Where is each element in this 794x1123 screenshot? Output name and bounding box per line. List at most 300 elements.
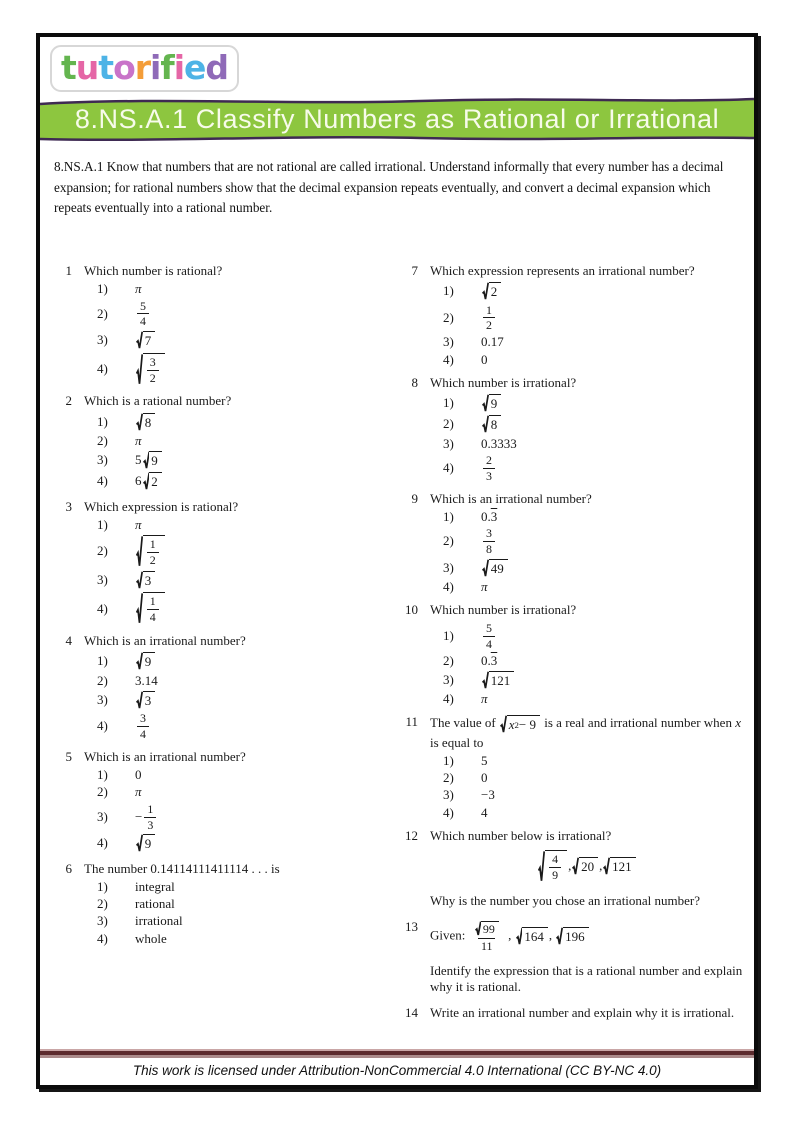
radicand: 8	[143, 413, 156, 431]
radical-sign	[572, 857, 579, 875]
question-number: 5	[65, 748, 72, 764]
logo-letter: d	[205, 48, 229, 87]
question-number: 14	[405, 1005, 418, 1021]
question-4-option-3	[97, 690, 402, 710]
fraction-denominator: 4	[137, 313, 149, 328]
tutorified-logo	[50, 45, 239, 92]
math-row: 5 9	[135, 450, 163, 470]
question-3-option-2	[97, 534, 402, 569]
option-value	[481, 281, 502, 301]
fraction-numerator: 3	[149, 354, 156, 369]
fraction-denominator: 11	[478, 938, 496, 953]
option-value: irrational	[135, 913, 183, 929]
option-value	[481, 653, 497, 669]
option-label: 2)	[97, 543, 108, 559]
question-body	[430, 1005, 744, 1023]
question-number: 4	[65, 633, 72, 649]
option-label: 3)	[97, 452, 108, 468]
question-number: 13	[405, 919, 418, 935]
radical-sign	[603, 857, 610, 875]
question-text: Which expression represents an irrational number?	[430, 263, 695, 279]
fraction	[137, 712, 149, 741]
question-11-option-1	[443, 753, 744, 769]
question-1	[56, 263, 402, 387]
option-label: 3)	[443, 559, 454, 575]
radical-sign	[482, 671, 489, 689]
radical-sign	[136, 592, 143, 625]
fraction-denominator: 9	[549, 867, 561, 882]
fraction-denominator: 8	[483, 541, 495, 556]
question-8-option-3	[443, 436, 744, 452]
logo-letter: r	[134, 48, 151, 87]
fraction-numerator: 3	[486, 526, 492, 541]
option-value: 4	[481, 804, 488, 820]
fraction-numerator: 1	[147, 801, 154, 816]
fraction-numerator: 1	[486, 302, 492, 317]
title-banner	[40, 95, 754, 143]
question-body	[430, 491, 744, 597]
fraction	[147, 356, 159, 385]
option-label: 4)	[443, 691, 454, 707]
radical-sign	[538, 850, 545, 883]
question-body	[84, 499, 402, 627]
radicand: 9	[143, 652, 156, 670]
option-label: 4)	[443, 804, 454, 820]
option-label: 1)	[443, 283, 454, 299]
question-4-option-4	[97, 711, 402, 742]
question-5-option-3	[97, 802, 402, 833]
option-value	[135, 802, 158, 833]
fraction-numerator: 1	[149, 537, 156, 552]
radicand: 2	[489, 282, 502, 300]
option-value	[135, 412, 156, 432]
radicand	[143, 592, 165, 625]
overline-digit: 3	[490, 652, 498, 668]
fraction-denominator: 4	[137, 726, 149, 741]
option-value	[135, 299, 151, 330]
radical-sign	[136, 691, 143, 709]
question-7-option-4	[443, 352, 744, 368]
radicand	[545, 850, 567, 883]
question-2-option-2	[97, 433, 402, 449]
fraction-numerator: 5	[486, 620, 492, 635]
math-row: 6 2	[135, 471, 163, 491]
math-row: 0. 3	[481, 508, 498, 524]
option-label: 4)	[97, 600, 108, 616]
license-text: This work is licensed under Attribution-NonCommercial 4.0 International (CC BY-NC 4.0)	[132, 1063, 662, 1078]
option-label: 2)	[443, 533, 454, 549]
question-2-option-4	[97, 471, 402, 491]
option-value: integral	[135, 878, 175, 894]
radical-sign	[556, 927, 563, 945]
question-text: The value of x 2 − 9 is a real and irrational number when x is equal to	[430, 715, 741, 750]
square-root	[136, 413, 155, 431]
option-label: 2)	[97, 672, 108, 688]
option-label: 1)	[97, 878, 108, 894]
option-label: 2)	[443, 770, 454, 786]
italic-symbol: π	[135, 281, 142, 297]
option-label: 4)	[443, 351, 454, 367]
option-label: 2)	[97, 432, 108, 448]
italic-symbol: π	[481, 579, 488, 595]
option-value	[481, 691, 488, 707]
logo-letter: t	[98, 48, 114, 87]
question-1-option-4	[97, 352, 402, 387]
option-value: 0	[481, 351, 488, 367]
question-text: Given: $\frac{99}{11}$ , 164 , 196	[430, 919, 744, 954]
question-9-option-4	[443, 579, 744, 595]
radicand: 121	[610, 857, 636, 875]
option-label: 3)	[443, 787, 454, 803]
radical-sign	[482, 282, 489, 300]
option-label: 4)	[97, 718, 108, 734]
questions-column-right	[402, 263, 744, 1030]
option-label: 1)	[97, 653, 108, 669]
fraction-numerator: 5	[140, 298, 146, 313]
question-8-option-1	[443, 393, 744, 413]
logo-letter: e	[184, 48, 206, 87]
footer-divider-bar	[40, 1049, 754, 1058]
question-14	[402, 1005, 744, 1023]
option-label: 4)	[97, 360, 108, 376]
fraction-numerator: 1	[149, 594, 156, 609]
radical-sign	[482, 394, 489, 412]
logo-letter: t	[61, 48, 76, 87]
option-label: 4)	[97, 473, 108, 489]
option-label: 3)	[97, 332, 108, 348]
question-8-option-4	[443, 453, 744, 484]
question-10	[402, 602, 744, 708]
option-label: 1)	[443, 395, 454, 411]
question-10-option-1	[443, 621, 744, 652]
question-text: Which is a rational number?	[84, 393, 232, 409]
fraction	[144, 803, 156, 832]
radicand: 9	[489, 394, 502, 412]
radical-sign	[143, 451, 150, 469]
question-9	[402, 491, 744, 597]
option-value	[135, 281, 142, 297]
question-5-option-2	[97, 784, 402, 800]
italic-symbol: π	[135, 432, 142, 448]
page-title: 8.NS.A.1 Classify Numbers as Rational or Irrational	[74, 104, 720, 135]
square-root	[603, 857, 635, 875]
question-3-option-4	[97, 591, 402, 626]
question-number: 3	[65, 498, 72, 514]
option-value	[135, 352, 166, 387]
square-root	[136, 691, 155, 709]
option-label: 4)	[97, 835, 108, 851]
option-value: 5	[481, 752, 488, 768]
question-5-option-1	[97, 767, 402, 783]
logo-letter: i	[173, 48, 184, 87]
option-value	[135, 450, 163, 470]
logo-letter: o	[113, 48, 135, 87]
option-label: 3)	[97, 808, 108, 824]
option-value	[135, 711, 151, 742]
option-label: 2)	[443, 416, 454, 432]
questions-column-left	[56, 263, 402, 1030]
option-value: 3.14	[135, 672, 158, 688]
radicand: 49	[489, 559, 508, 577]
question-6-option-4	[97, 931, 402, 947]
option-value	[481, 558, 509, 578]
question-4-option-2	[97, 673, 402, 689]
question-body	[84, 393, 402, 492]
option-value	[135, 330, 156, 350]
italic-symbol: x	[508, 717, 515, 733]
option-value	[481, 621, 497, 652]
question-text: Which is an irrational number?	[430, 490, 592, 506]
option-label: 2)	[443, 309, 454, 325]
option-value	[135, 784, 142, 800]
question-3-option-3	[97, 570, 402, 590]
square-root	[136, 353, 165, 386]
radicand	[143, 535, 165, 568]
question-number: 7	[411, 263, 418, 279]
question-6-option-1	[97, 879, 402, 895]
option-value	[481, 303, 497, 334]
question-11-option-2	[443, 770, 744, 786]
fraction-numerator	[471, 920, 503, 938]
option-value: 0	[481, 770, 488, 786]
option-value	[135, 471, 163, 491]
italic-symbol: π	[135, 784, 142, 800]
option-value: 0.3333	[481, 435, 517, 451]
question-text: Which expression is rational?	[84, 498, 239, 514]
radical-sign	[136, 331, 143, 349]
logo-letter: f	[160, 48, 174, 87]
question-8-option-2	[443, 414, 744, 434]
page-footer	[40, 1049, 754, 1085]
question-text: Which number is irrational?	[430, 602, 577, 618]
math-row: − $\frac{1}{3}$	[135, 802, 158, 833]
math-row: x 2 − 9	[508, 717, 536, 733]
question-1-option-3	[97, 330, 402, 350]
option-label: 1)	[443, 752, 454, 768]
question-text: Which number is irrational?	[430, 374, 577, 390]
radicand: 9	[143, 834, 156, 852]
radicand: 164	[522, 927, 548, 945]
radicand: 9	[149, 451, 162, 469]
fraction	[147, 538, 159, 567]
square-root	[136, 535, 165, 568]
question-body	[430, 375, 744, 485]
question-text: Which is an irrational number?	[84, 748, 246, 764]
square-root	[136, 652, 155, 670]
question-body	[430, 828, 744, 913]
question-number: 2	[65, 393, 72, 409]
option-value	[135, 534, 166, 569]
question-body	[84, 633, 402, 743]
italic-symbol: x	[735, 715, 741, 731]
option-value	[135, 690, 156, 710]
fraction	[549, 853, 561, 882]
fraction	[483, 527, 495, 556]
italic-symbol: π	[135, 516, 142, 532]
option-value	[135, 833, 156, 853]
option-label: 4)	[443, 579, 454, 595]
question-13-followup-text: Identify the expression that is a rational number and explain why it is rational.	[430, 962, 743, 995]
radicand: 20	[579, 857, 598, 875]
radical-sign	[516, 927, 523, 945]
standard-description: 8.NS.A.1 Know that numbers that are not rational are called irrational. Understand informally that every number has a decimal expansion; for rational numbers show that the decimal expansion repeats eventually, and convert a decimal expansion which repeats eventually into a rational number.	[54, 159, 724, 216]
question-number: 10	[405, 602, 418, 618]
fraction-numerator: 4	[552, 852, 559, 867]
option-label: 2)	[97, 305, 108, 321]
fraction-denominator: 3	[144, 817, 156, 832]
radical-sign	[500, 715, 507, 733]
radicand: 7	[143, 331, 156, 349]
question-13	[402, 919, 744, 999]
option-label: 3)	[443, 435, 454, 451]
option-label: 1)	[443, 628, 454, 643]
radicand	[507, 715, 540, 733]
question-body	[84, 263, 402, 387]
radicand	[143, 353, 165, 386]
option-value: whole	[135, 930, 167, 946]
radicand: 121	[489, 671, 515, 689]
option-value: 0	[135, 767, 142, 783]
fraction-denominator: 3	[483, 468, 495, 483]
option-value	[481, 579, 488, 595]
radicand: 3	[143, 691, 156, 709]
square-root	[482, 415, 501, 433]
question-11	[402, 714, 744, 822]
fraction	[471, 920, 503, 953]
question-9-option-1	[443, 509, 744, 525]
question-8	[402, 375, 744, 485]
question-text: The number 0.14114111411114 . . . is	[84, 860, 280, 876]
option-value	[135, 570, 156, 590]
question-number: 6	[65, 860, 72, 876]
overline-digit: 3	[490, 508, 498, 524]
question-2	[56, 393, 402, 492]
question-body	[430, 714, 744, 822]
radicand: 99	[481, 921, 499, 936]
logo-letter: u	[75, 48, 99, 87]
square-root	[516, 927, 548, 945]
square-root	[136, 592, 165, 625]
question-6-option-2	[97, 896, 402, 912]
question-4-option-1	[97, 651, 402, 671]
option-label: 3)	[443, 334, 454, 350]
option-label: 4)	[97, 930, 108, 946]
question-3	[56, 499, 402, 627]
fraction-denominator: 2	[147, 370, 159, 385]
square-root	[572, 857, 598, 875]
question-7-option-2	[443, 303, 744, 334]
radical-sign	[143, 472, 150, 490]
option-value	[481, 526, 497, 557]
question-body	[84, 861, 402, 948]
square-root	[556, 927, 588, 945]
math-row: 0. 3	[481, 652, 498, 668]
square-root	[136, 571, 155, 589]
option-value	[135, 517, 142, 533]
question-body	[430, 919, 744, 999]
radicand: 3	[143, 571, 156, 589]
radical-sign	[136, 571, 143, 589]
question-body	[84, 749, 402, 855]
question-text: Write an irrational number and explain why it is irrational.	[430, 1005, 735, 1021]
italic-symbol: π	[481, 691, 488, 707]
fraction-numerator: 3	[140, 711, 146, 726]
question-7-option-1	[443, 281, 744, 301]
square-root	[143, 451, 162, 469]
fraction	[483, 622, 495, 651]
question-12	[402, 828, 744, 913]
question-text: Which number below is irrational?	[430, 827, 612, 843]
square-root	[143, 472, 162, 490]
radical-sign	[482, 415, 489, 433]
question-10-option-2	[443, 653, 744, 669]
radical-sign	[136, 353, 143, 386]
fraction-denominator: 2	[147, 552, 159, 567]
radicand: 196	[563, 927, 589, 945]
option-label: 1)	[97, 767, 108, 783]
question-body	[430, 263, 744, 369]
option-label: 3)	[97, 913, 108, 929]
option-label: 3)	[97, 691, 108, 707]
question-2-option-3	[97, 450, 402, 470]
radical-sign	[136, 413, 143, 431]
question-9-option-2	[443, 526, 744, 557]
square-root	[482, 394, 501, 412]
option-value: 0.17	[481, 334, 504, 350]
radical-sign	[136, 535, 143, 568]
option-label: 3)	[97, 571, 108, 587]
fraction-numerator: 2	[486, 452, 492, 467]
question-number: 11	[405, 714, 418, 730]
option-label: 4)	[443, 460, 454, 476]
option-value: rational	[135, 896, 175, 912]
square-root	[500, 715, 540, 733]
page-frame	[36, 33, 758, 1089]
radicand: 2	[149, 472, 162, 490]
question-1-option-2	[97, 299, 402, 330]
radical-sign	[136, 834, 143, 852]
option-value	[135, 591, 166, 626]
question-text: Which is an irrational number?	[84, 633, 246, 649]
radical-sign	[136, 652, 143, 670]
fraction	[483, 454, 495, 483]
square-root	[482, 559, 508, 577]
option-label: 2)	[443, 652, 454, 668]
question-12-followup-text: Why is the number you chose an irrational number?	[430, 892, 701, 908]
question-10-option-3	[443, 670, 744, 690]
option-label: 3)	[443, 671, 454, 687]
question-2-option-1	[97, 412, 402, 432]
option-label: 1)	[97, 516, 108, 532]
option-label: 1)	[97, 281, 108, 297]
fraction	[137, 300, 149, 329]
question-6-option-3	[97, 913, 402, 929]
option-label: 1)	[443, 508, 454, 524]
option-value	[481, 670, 515, 690]
fraction	[147, 595, 159, 624]
option-label: 2)	[97, 784, 108, 800]
question-number: 12	[405, 827, 418, 843]
option-value	[481, 393, 502, 413]
question-11-option-3	[443, 787, 744, 803]
option-value: −3	[481, 787, 495, 803]
square-root	[538, 850, 567, 883]
option-value	[135, 651, 156, 671]
question-12-display-expression: $\frac{4}{9}$ , 20 , 121	[430, 849, 744, 884]
option-value	[481, 414, 502, 434]
question-number: 8	[411, 374, 418, 390]
question-number: 1	[65, 263, 72, 279]
